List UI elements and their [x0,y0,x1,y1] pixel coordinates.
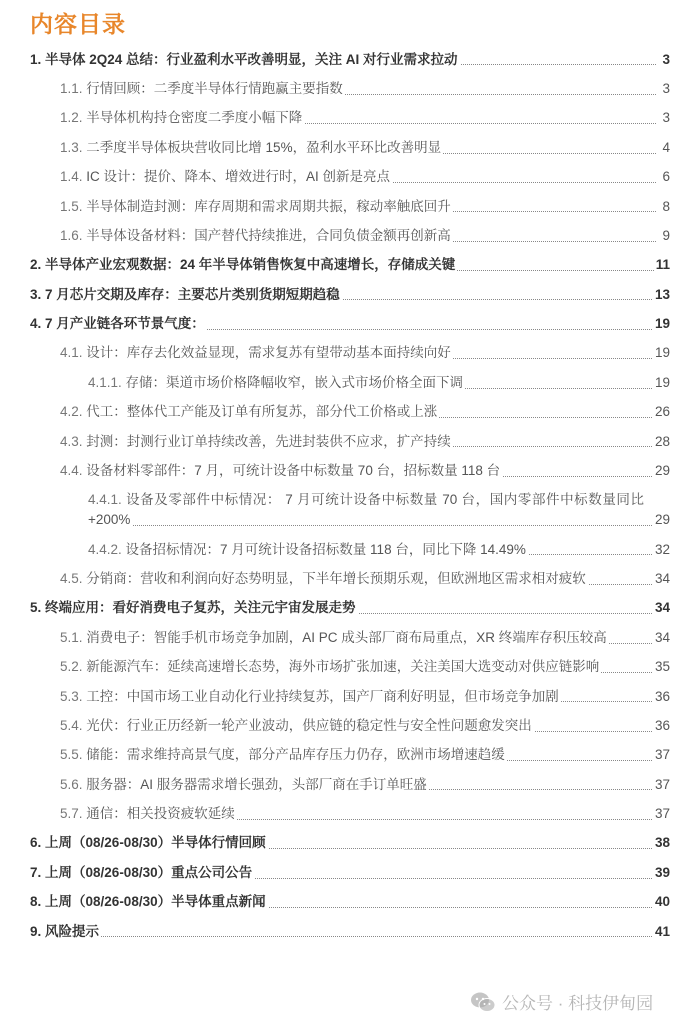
toc-entry-label [30,894,268,909]
toc-entry-number: 1.1. [60,81,83,97]
toc-entry-1-6[interactable] [60,221,670,250]
watermark-text: 公众号 · 科技伊甸园 [502,994,654,1013]
toc-entry-page: 19 [653,343,670,363]
toc-entry-1-5[interactable] [60,192,670,221]
toc-entry-label [30,257,457,272]
toc-entry-label [30,52,460,67]
toc-entry-label [88,492,644,527]
toc-entry-number: 1.6. [60,227,83,243]
toc-entry-1[interactable] [30,45,670,74]
toc-entry-page: 29 [653,510,670,530]
toc-entry-number: 4.1. [60,345,83,361]
toc-entry-label [60,571,588,586]
toc-entry-label [60,81,345,96]
toc-entry-4[interactable] [30,309,670,338]
toc-entry-number: 4.5. [60,571,83,587]
toc-entry-page: 3 [660,50,670,70]
toc-entry-9[interactable] [30,917,670,946]
toc-entry-text: 上周（08/26-08/30）半导体重点新闻 [45,894,266,910]
toc-entry-page: 35 [653,657,670,677]
toc-entry-page: 41 [653,922,670,942]
toc-entry-text: IC 设计：提价、降本、增效进行时，AI 创新是亮点 [86,169,391,185]
toc-entry-text: 设备及零部件中标情况： 7 月可统计设备中标数量 70 台，国内零部件中标数量同比+200% [88,492,644,528]
toc-entry-number: 5.4. [60,717,83,733]
toc-entry-number: 4.2. [60,404,83,420]
toc-entry-page: 13 [653,285,670,305]
toc-entry-number: 4.1.1. [88,374,122,390]
toc-entry-number: 4.4. [60,462,83,478]
toc-entry-page: 19 [653,373,670,393]
toc-entry-5-6[interactable] [60,770,670,799]
toc-entry-text: 消费电子：智能手机市场竞争加剧，AI PC 成头部厂商布局重点，XR 终端库存积压较高 [86,629,607,645]
toc-entry-page: 28 [653,432,670,452]
toc-entry-4-1[interactable] [60,339,670,368]
toc-entry-number: 5.6. [60,776,83,792]
toc-entry-page: 34 [653,598,670,618]
toc-entry-label [60,689,561,704]
toc-entry-label [60,169,392,184]
toc-entry-number: 2. [30,257,42,273]
toc-entry-2[interactable] [30,251,670,280]
toc-entry-number: 4.3. [60,433,83,449]
toc-entry-label [60,463,502,478]
toc-entry-number: 9. [30,923,42,939]
toc-entry-text: 储能：需求维持高景气度，部分产品库存压力仍存，欧洲市场增速趋缓 [86,747,505,763]
toc-title: 内容目录 [30,11,126,37]
toc-entry-label [30,287,342,302]
toc-entry-4-4-1[interactable] [88,486,670,535]
toc-entry-label [88,375,465,390]
toc-entry-page: 29 [653,461,670,481]
toc-entry-page: 32 [653,540,670,560]
toc-entry-label [60,806,237,821]
toc-entry-number: 5. [30,600,42,616]
toc-entry-number: 4.4.2. [88,541,122,557]
toc-entry-label [60,110,304,125]
toc-entry-number: 3. [30,286,42,302]
toc-entry-page: 8 [660,197,670,217]
toc-entry-label [30,316,207,331]
toc-entry-page: 34 [653,569,670,589]
toc-entry-6[interactable] [30,829,670,858]
watermark [470,989,653,1014]
toc-entry-label [30,865,254,880]
toc-entry-1-3[interactable] [60,133,670,162]
toc-entry-page: 40 [653,892,670,912]
toc-entry-4-5[interactable] [60,564,670,593]
toc-entry-page: 9 [660,226,670,246]
toc-entry-number: 7. [30,864,42,880]
toc-entry-text: 半导体设备材料：国产替代持续推进，合同负债金额再创新高 [86,227,451,243]
toc-entry-text: 设备招标情况：7 月可统计设备招标数量 118 台，同比下降 14.49% [125,541,526,557]
toc-entry-number: 5.3. [60,688,83,704]
toc-entry-number: 5.2. [60,659,83,675]
toc-entry-number: 8. [30,894,42,910]
toc-entry-text: 设备材料零部件：7 月，可统计设备中标数量 70 台，招标数量 118 台 [86,462,501,478]
toc-entry-number: 1.4. [60,169,83,185]
toc-entry-label [60,777,429,792]
toc-entry-8[interactable] [30,888,670,917]
toc-entry-page: 36 [653,716,670,736]
toc-entry-text: 半导体产业宏观数据：24 年半导体销售恢复中高速增长，存储成关键 [45,257,456,273]
toc-entry-3[interactable] [30,280,670,309]
toc-entry-1-2[interactable] [60,104,670,133]
toc-entry-4-2[interactable] [60,398,670,427]
toc-entry-label [60,228,453,243]
toc-entry-5-2[interactable] [60,653,670,682]
toc-entry-1-1[interactable] [60,74,670,103]
toc-entry-5-7[interactable] [60,799,670,828]
toc-entry-number: 1.2. [60,110,83,126]
toc-entry-1-4[interactable] [60,163,670,192]
toc-entry-page: 26 [653,402,670,422]
toc-entry-page: 37 [653,804,670,824]
toc-entry-text: 代工：整体代工产能及订单有所复苏，部分代工价格或上涨 [86,404,438,420]
toc-entry-4-1-1[interactable] [88,368,670,397]
toc-entry-5-3[interactable] [60,682,670,711]
toc-entry-text: 7 月产业链各环节景气度： [45,316,205,332]
toc-entry-page: 19 [653,314,670,334]
toc-entry-label [60,434,453,449]
toc-entry-label [60,747,507,762]
toc-entry-number: 1. [30,51,42,67]
toc-entry-number: 4. [30,316,42,332]
toc-entry-text: 封测：封测行业订单持续改善，先进封装供不应求，扩产持续 [86,433,451,449]
toc-entry-text: 服务器：AI 服务器需求增长强劲，头部厂商在手订单旺盛 [86,776,427,792]
toc-entry-text: 存储：渠道市场价格降幅收窄，嵌入式市场价格全面下调 [125,374,464,390]
toc-entry-number: 1.3. [60,139,83,155]
toc-entry-page: 38 [653,833,670,853]
toc-entry-4-4[interactable] [60,456,670,485]
toc-entry-number: 4.4.1. [88,492,122,508]
toc-entry-text: 终端应用：看好消费电子复苏，关注元宇宙发展走势 [45,600,356,616]
toc-entry-text: 7 月芯片交期及库存：主要芯片类别货期短期趋稳 [45,286,340,302]
toc-entry-page: 3 [660,79,670,99]
toc-entry-text: 半导体制造封测：库存周期和需求周期共振，稼动率触底回升 [86,198,451,214]
toc-entry-page: 37 [653,775,670,795]
toc-entry-text: 新能源汽车：延续高速增长态势，海外市场扩张加速，关注美国大选变动对供应链影响 [86,659,600,675]
toc-entry-label [60,345,453,360]
toc-entry-text: 半导体 2Q24 总结：行业盈利水平改善明显，关注 AI 对行业需求拉动 [45,51,458,67]
wechat-icon [470,991,496,1013]
toc-entry-label [30,924,101,939]
toc-entry-label [60,718,534,733]
toc-entry-text: 半导体机构持仓密度二季度小幅下降 [86,110,303,126]
toc-entry-text: 光伏：行业正历经新一轮产业波动，供应链的稳定性与安全性问题愈发突出 [86,717,532,733]
toc-entry-5-5[interactable] [60,741,670,770]
toc-entry-label [30,600,358,615]
toc-entry-page: 37 [653,745,670,765]
toc-entry-page: 3 [660,108,670,128]
toc-entry-page: 4 [660,138,670,158]
toc-entry-7[interactable] [30,858,670,887]
toc-entry-label [30,835,268,850]
toc-entry-page: 6 [660,167,670,187]
toc-entry-text: 设计：库存去化效益显现，需求复苏有望带动基本面持续向好 [86,345,451,361]
toc-entry-5[interactable] [30,594,670,623]
toc-entry-number: 5.5. [60,747,83,763]
toc-entry-number: 5.7. [60,806,83,822]
toc-entry-4-4-2[interactable] [88,535,670,564]
toc-entry-page: 11 [654,255,670,275]
toc-entry-number: 1.5. [60,198,83,214]
toc-entry-number: 5.1. [60,629,83,645]
toc-entry-text: 上周（08/26-08/30）重点公司公告 [45,864,253,880]
toc-entry-label [60,199,453,214]
toc-entry-page: 39 [653,863,670,883]
toc-entry-text: 通信：相关投资疲软延续 [86,806,235,822]
toc-entry-5-4[interactable] [60,711,670,740]
toc-entry-page: 34 [653,628,670,648]
table-of-contents [0,45,700,946]
toc-entry-number: 6. [30,835,42,851]
toc-entry-page: 36 [653,687,670,707]
toc-entry-label [60,140,443,155]
toc-entry-text: 上周（08/26-08/30）半导体行情回顾 [45,835,266,851]
toc-entry-label [60,630,609,645]
toc-entry-label [60,659,601,674]
toc-entry-5-1[interactable] [60,623,670,652]
toc-entry-text: 分销商：营收和利润向好态势明显，下半年增长预期乐观，但欧洲地区需求相对疲软 [86,571,586,587]
toc-entry-text: 风险提示 [45,923,100,939]
toc-entry-text: 二季度半导体板块营收同比增 15%，盈利水平环比改善明显 [86,139,442,155]
toc-entry-label [88,542,528,557]
toc-entry-text: 行情回顾：二季度半导体行情跑赢主要指数 [86,81,343,97]
toc-entry-label [60,404,439,419]
toc-entry-text: 工控：中国市场工业自动化行业持续复苏，国产厂商利好明显，但市场竞争加剧 [86,688,559,704]
toc-entry-4-3[interactable] [60,427,670,456]
